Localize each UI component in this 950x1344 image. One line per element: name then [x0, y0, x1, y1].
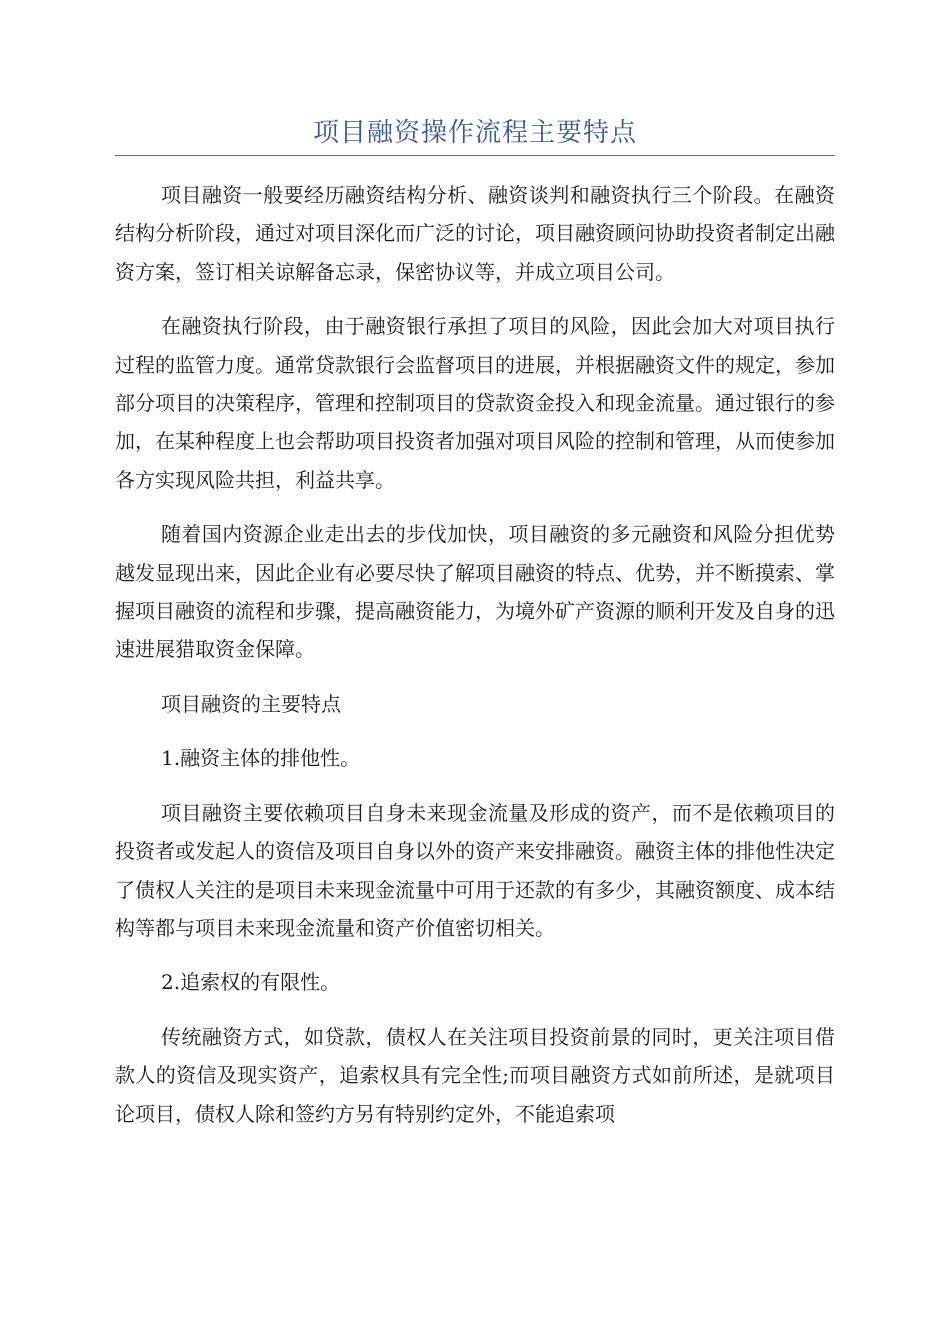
section-heading-main-features: 项目融资的主要特点 — [161, 691, 341, 716]
paragraph-feature-2: 传统融资方式，如贷款，债权人在关注项目投资前景的同时，更关注项目借款人的资信及现实资产，追索权具有完全性;而项目融资方式如前所述，是就项目论项目，债权人除和签约方另有特别约定外，不能追索项 — [115, 1024, 835, 1126]
paragraph-execution-stage: 在融资执行阶段，由于融资银行承担了项目的风险，因此会加大对项目执行过程的监管力度。通常贷款银行会监督项目的进展，并根据融资文件的规定，参加部分项目的决策程序，管理和控制项目的贷款资金投入和现金流量。通过银行的参加，在某种程度上也会帮助项目投资者加强对项目风险的控制和管理，从而使参加各方实现风险共担，利益共享。 — [115, 314, 835, 492]
paragraph-intro-stages: 项目融资一般要经历融资结构分析、融资谈判和融资执行三个阶段。在融资结构分析阶段，通过对项目深化而广泛的讨论，项目融资顾问协助投资者制定出融资方案，签订相关谅解备忘录，保密协议等，并成立项目公司。 — [115, 183, 835, 284]
title-underline — [115, 155, 835, 156]
feature-heading-1: 1.融资主体的排他性。 — [161, 746, 361, 771]
paragraph-feature-1: 项目融资主要依赖项目自身未来现金流量及形成的资产，而不是依赖项目的投资者或发起人的资信及项目自身以外的资产来安排融资。融资主体的排他性决定了债权人关注的是项目未来现金流量中可用于还款的有多少，其融资额度、成本结构等都与项目未来现金流量和资产价值密切相关。 — [115, 800, 835, 940]
document-body — [115, 176, 835, 1149]
document-title: 项目融资操作流程主要特点 — [312, 118, 637, 148]
feature-heading-2: 2.追索权的有限性。 — [161, 970, 341, 995]
paragraph-going-abroad: 随着国内资源企业走出去的步伐加快，项目融资的多元融资和风险分担优势越发显现出来，因此企业有必要尽快了解项目融资的特点、优势，并不断摸索、掌握项目融资的流程和步骤，提高融资能力，为境外矿产资源的顺利开发及自身的迅速进展猎取资金保障。 — [115, 522, 835, 662]
